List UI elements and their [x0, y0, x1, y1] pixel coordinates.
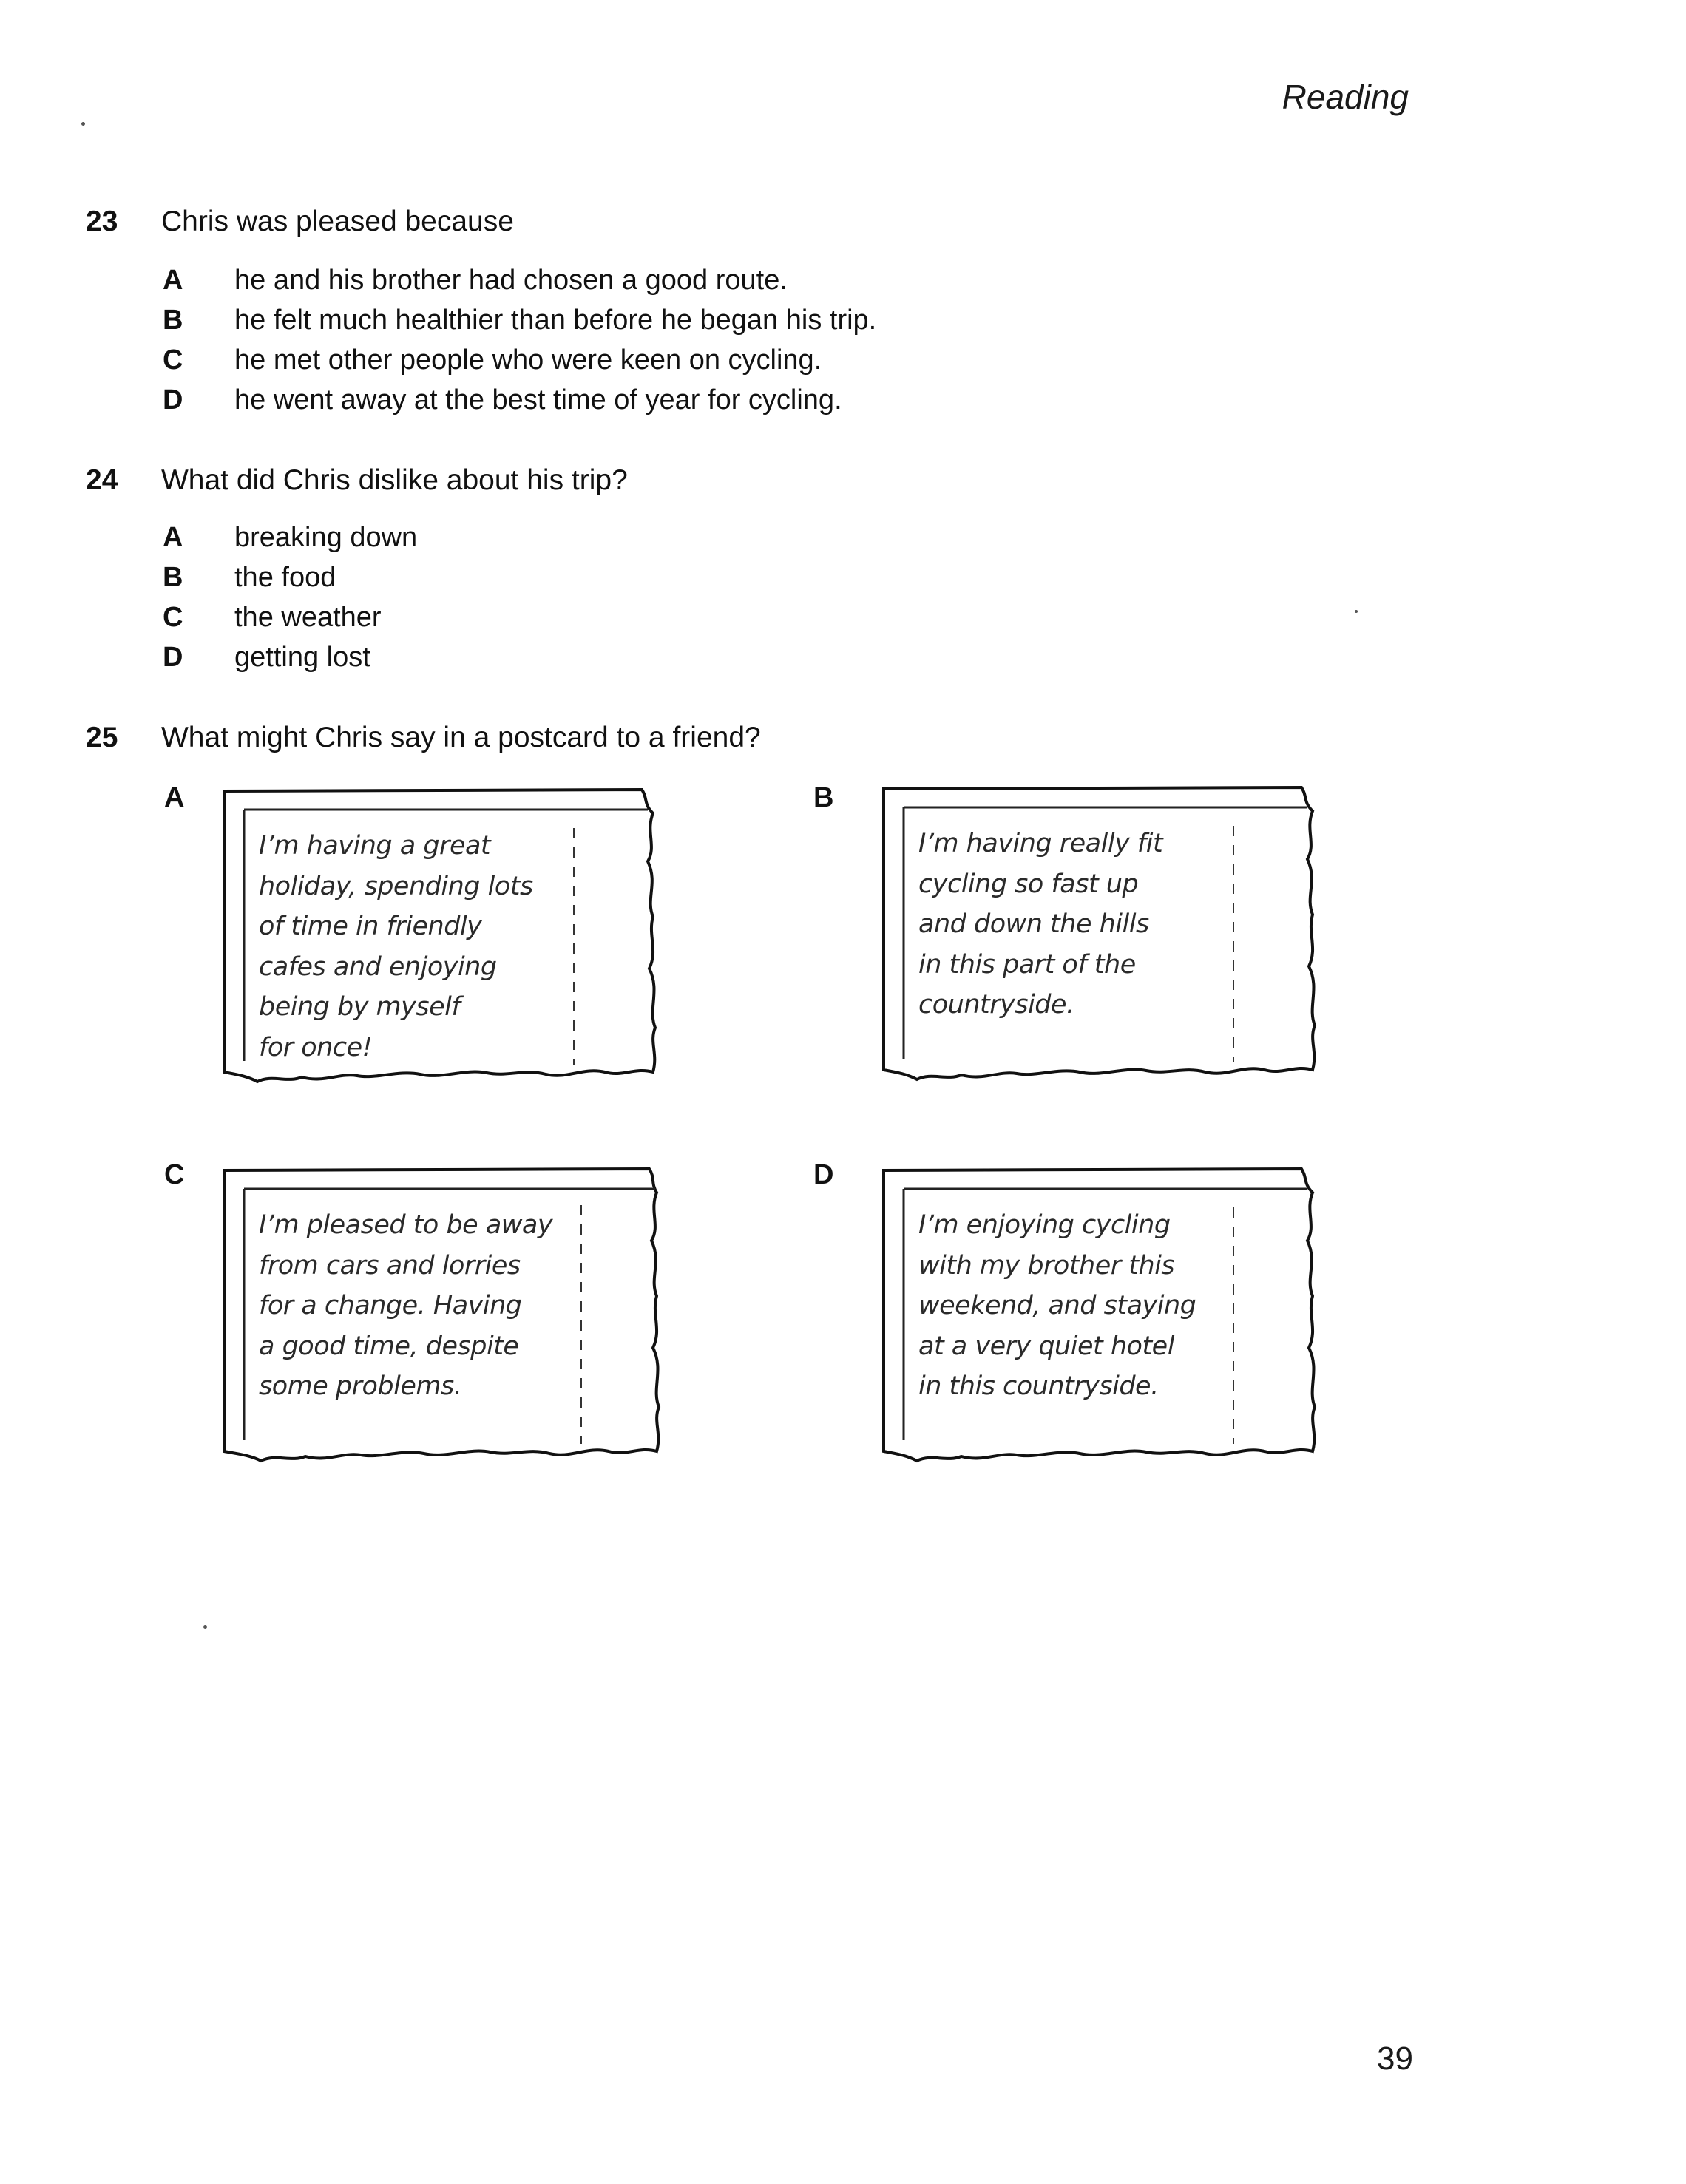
- postcard-c-line: a good time, despite: [259, 1331, 519, 1361]
- postcard-a-message: [259, 826, 584, 1068]
- q24-option-c-text: the weather: [234, 602, 382, 633]
- question-24-text: What did Chris dislike about his trip?: [161, 464, 628, 496]
- postcard-a-line: holiday, spending lots: [259, 871, 533, 901]
- postcard-d-line: in this countryside.: [918, 1371, 1159, 1401]
- postcard-c-line: I’m pleased to be away: [259, 1210, 553, 1240]
- scan-speck: [203, 1625, 207, 1629]
- postcard-a-line: being by myself: [259, 992, 461, 1022]
- q23-option-c-text: he met other people who were keen on cycling.: [234, 345, 822, 376]
- postcard-c-line: some problems.: [259, 1371, 462, 1401]
- q24-option-b-letter: B: [163, 562, 183, 593]
- q24-option-b-text: the food: [234, 562, 336, 593]
- postcard-a-line: for once!: [259, 1032, 373, 1062]
- scan-speck: [81, 122, 85, 126]
- q23-option-b-letter: B: [163, 305, 183, 336]
- question-25-number: 25: [86, 722, 118, 753]
- q23-option-a-text: he and his brother had chosen a good route.: [234, 265, 788, 296]
- postcard-a-line: cafes and enjoying: [259, 952, 497, 982]
- postcard-b-message: [918, 824, 1244, 1025]
- postcard-d-line: with my brother this: [918, 1250, 1175, 1281]
- postcard-a-line: of time in friendly: [259, 912, 482, 941]
- postcard-a-label: A: [164, 782, 185, 813]
- q24-option-d-text: getting lost: [234, 642, 370, 673]
- q24-option-d-letter: D: [163, 642, 183, 673]
- postcard-d: [880, 1167, 1313, 1459]
- postcard-b-label: B: [813, 782, 834, 813]
- postcard-c: [220, 1167, 653, 1459]
- postcard-d-label: D: [813, 1159, 834, 1190]
- question-23-text: Chris was pleased because: [161, 206, 514, 237]
- scan-speck: [1355, 610, 1358, 613]
- postcard-c-label: C: [164, 1159, 185, 1190]
- question-25-text: What might Chris say in a postcard to a friend?: [161, 722, 761, 753]
- q23-option-c-letter: C: [163, 345, 183, 376]
- q23-option-b-text: he felt much healthier than before he began his trip.: [234, 305, 877, 336]
- question-24-number: 24: [86, 464, 118, 496]
- postcard-c-line: from cars and lorries: [259, 1250, 521, 1281]
- postcard-a-line: I’m having a great: [259, 831, 491, 861]
- postcard-b-line: in this part of the: [918, 949, 1136, 980]
- postcard-b: [880, 785, 1313, 1077]
- postcard-d-line: I’m enjoying cycling: [918, 1210, 1171, 1240]
- page-number: 39: [1377, 2041, 1413, 2077]
- q24-option-a-text: breaking down: [234, 522, 418, 553]
- postcard-d-message: [918, 1205, 1244, 1407]
- section-header: Reading: [1282, 78, 1409, 116]
- q24-option-a-letter: A: [163, 522, 183, 553]
- postcard-d-line: weekend, and staying: [918, 1291, 1196, 1320]
- q24-option-c-letter: C: [163, 602, 183, 633]
- postcard-a: [220, 787, 653, 1079]
- q23-option-d-letter: D: [163, 384, 183, 416]
- postcard-b-line: I’m having really fit: [918, 829, 1163, 858]
- postcard-d-line: at a very quiet hotel: [918, 1331, 1174, 1361]
- postcard-c-message: [259, 1205, 584, 1407]
- postcard-b-line: countryside.: [918, 990, 1074, 1020]
- postcard-b-line: and down the hills: [918, 909, 1149, 939]
- postcard-c-line: for a change. Having: [259, 1291, 522, 1320]
- postcard-b-line: cycling so fast up: [918, 869, 1139, 899]
- q23-option-a-letter: A: [163, 265, 183, 296]
- question-23-number: 23: [86, 206, 118, 237]
- q23-option-d-text: he went away at the best time of year for cycling.: [234, 384, 842, 416]
